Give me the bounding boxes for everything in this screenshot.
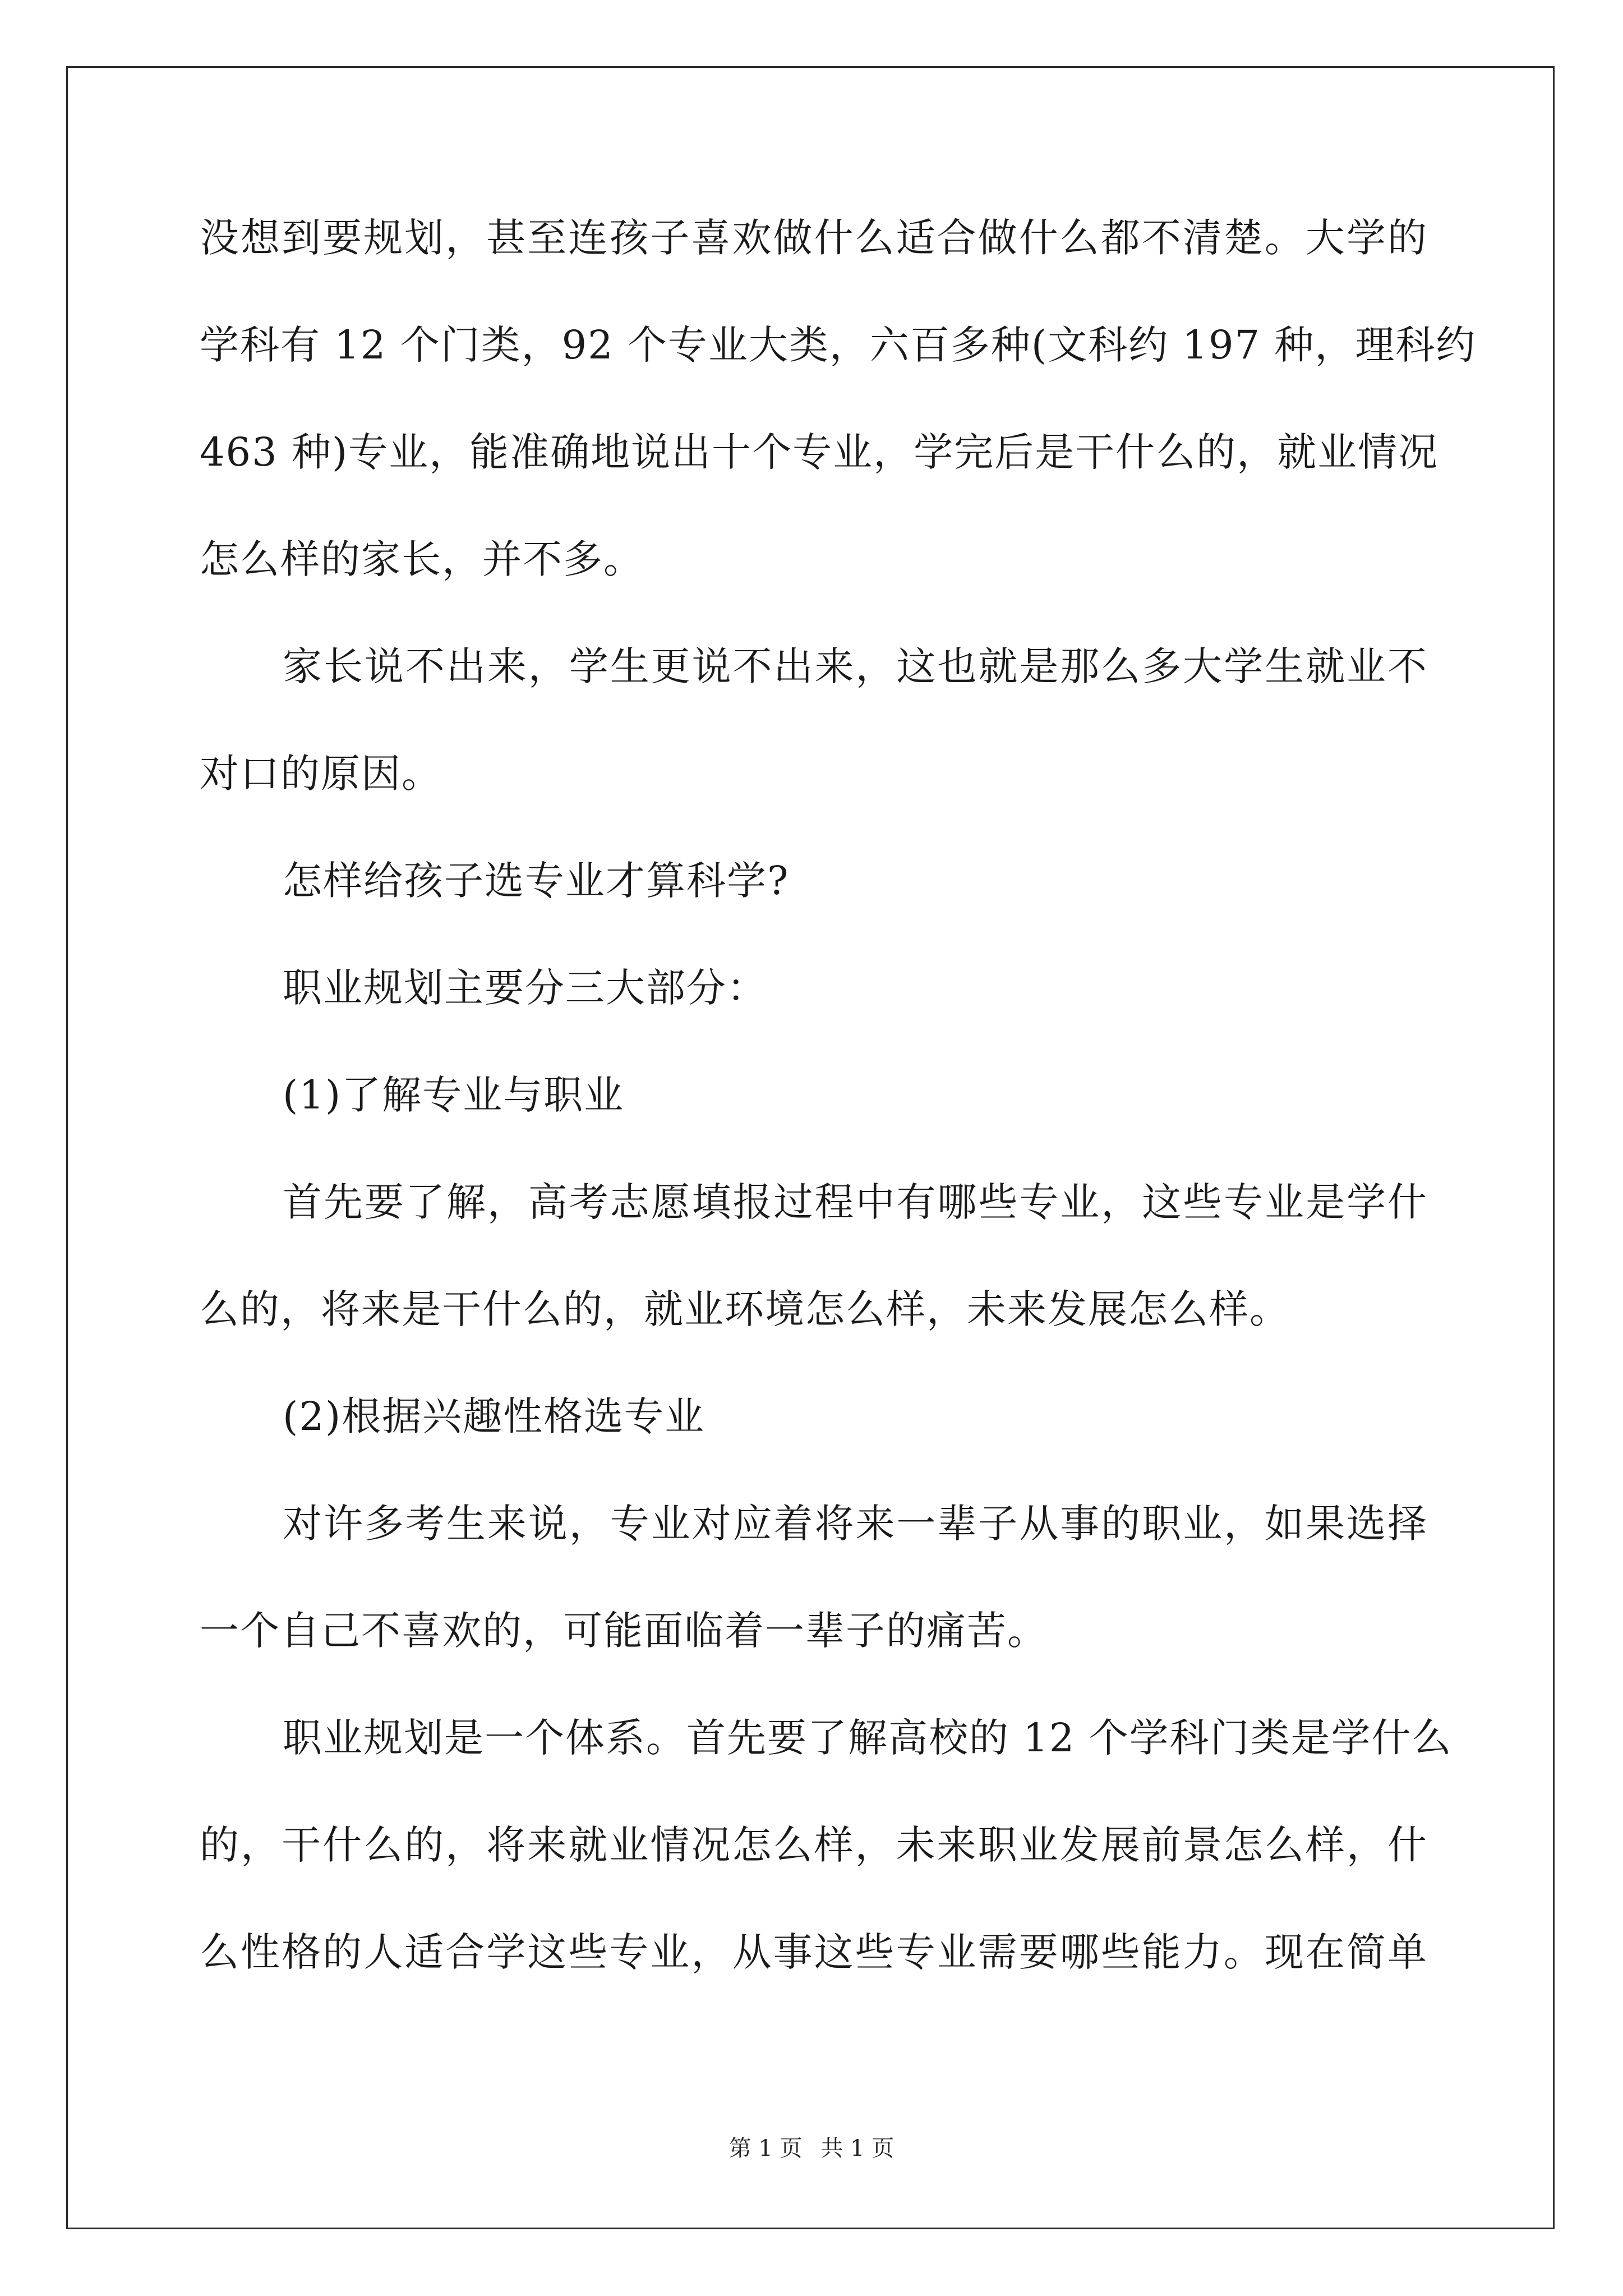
text-line: 么的，将来是干什么的，就业环境怎么样，未来发展怎么样。 [200, 1286, 1290, 1332]
page-total: 共 1 页 [820, 2136, 895, 2161]
text-line: 学科有 12 个门类，92 个专业大类，六百多种(文科约 197 种，理科约 [200, 322, 1477, 368]
text-line: 对口的原因。 [200, 751, 442, 797]
text-line: 么性格的人适合学这些专业，从事这些专业需要哪些能力。现在简单 [200, 1929, 1428, 1975]
text-line: 家长说不出来，学生更说不出来，这也就是那么多大学生就业不 [283, 643, 1428, 689]
text-line: (2)根据兴趣性格选专业 [283, 1393, 706, 1439]
text-line: 一个自己不喜欢的，可能面临着一辈子的痛苦。 [200, 1608, 1048, 1654]
page-footer [0, 2132, 1623, 2165]
page-border [66, 66, 1555, 2229]
text-line: (1)了解专业与职业 [283, 1072, 625, 1118]
text-line: 怎样给孩子选专业才算科学? [283, 858, 790, 904]
text-line: 职业规划主要分三大部分： [283, 965, 767, 1011]
text-line: 463 种)专业，能准确地说出十个专业，学完后是干什么的，就业情况 [200, 429, 1439, 475]
text-line: 怎么样的家长，并不多。 [200, 536, 644, 582]
text-line: 对许多考生来说，专业对应着将来一辈子从事的职业，如果选择 [283, 1501, 1428, 1547]
text-line: 没想到要规划，甚至连孩子喜欢做什么适合做什么都不清楚。大学的 [200, 215, 1428, 261]
text-line: 职业规划是一个体系。首先要了解高校的 12 个学科门类是学什么 [283, 1715, 1453, 1761]
text-line: 首先要了解，高考志愿填报过程中有哪些专业，这些专业是学什 [283, 1179, 1428, 1225]
text-line: 的，干什么的，将来就业情况怎么样，未来职业发展前景怎么样，什 [200, 1822, 1428, 1868]
page-number: 第 1 页 [728, 2136, 803, 2161]
